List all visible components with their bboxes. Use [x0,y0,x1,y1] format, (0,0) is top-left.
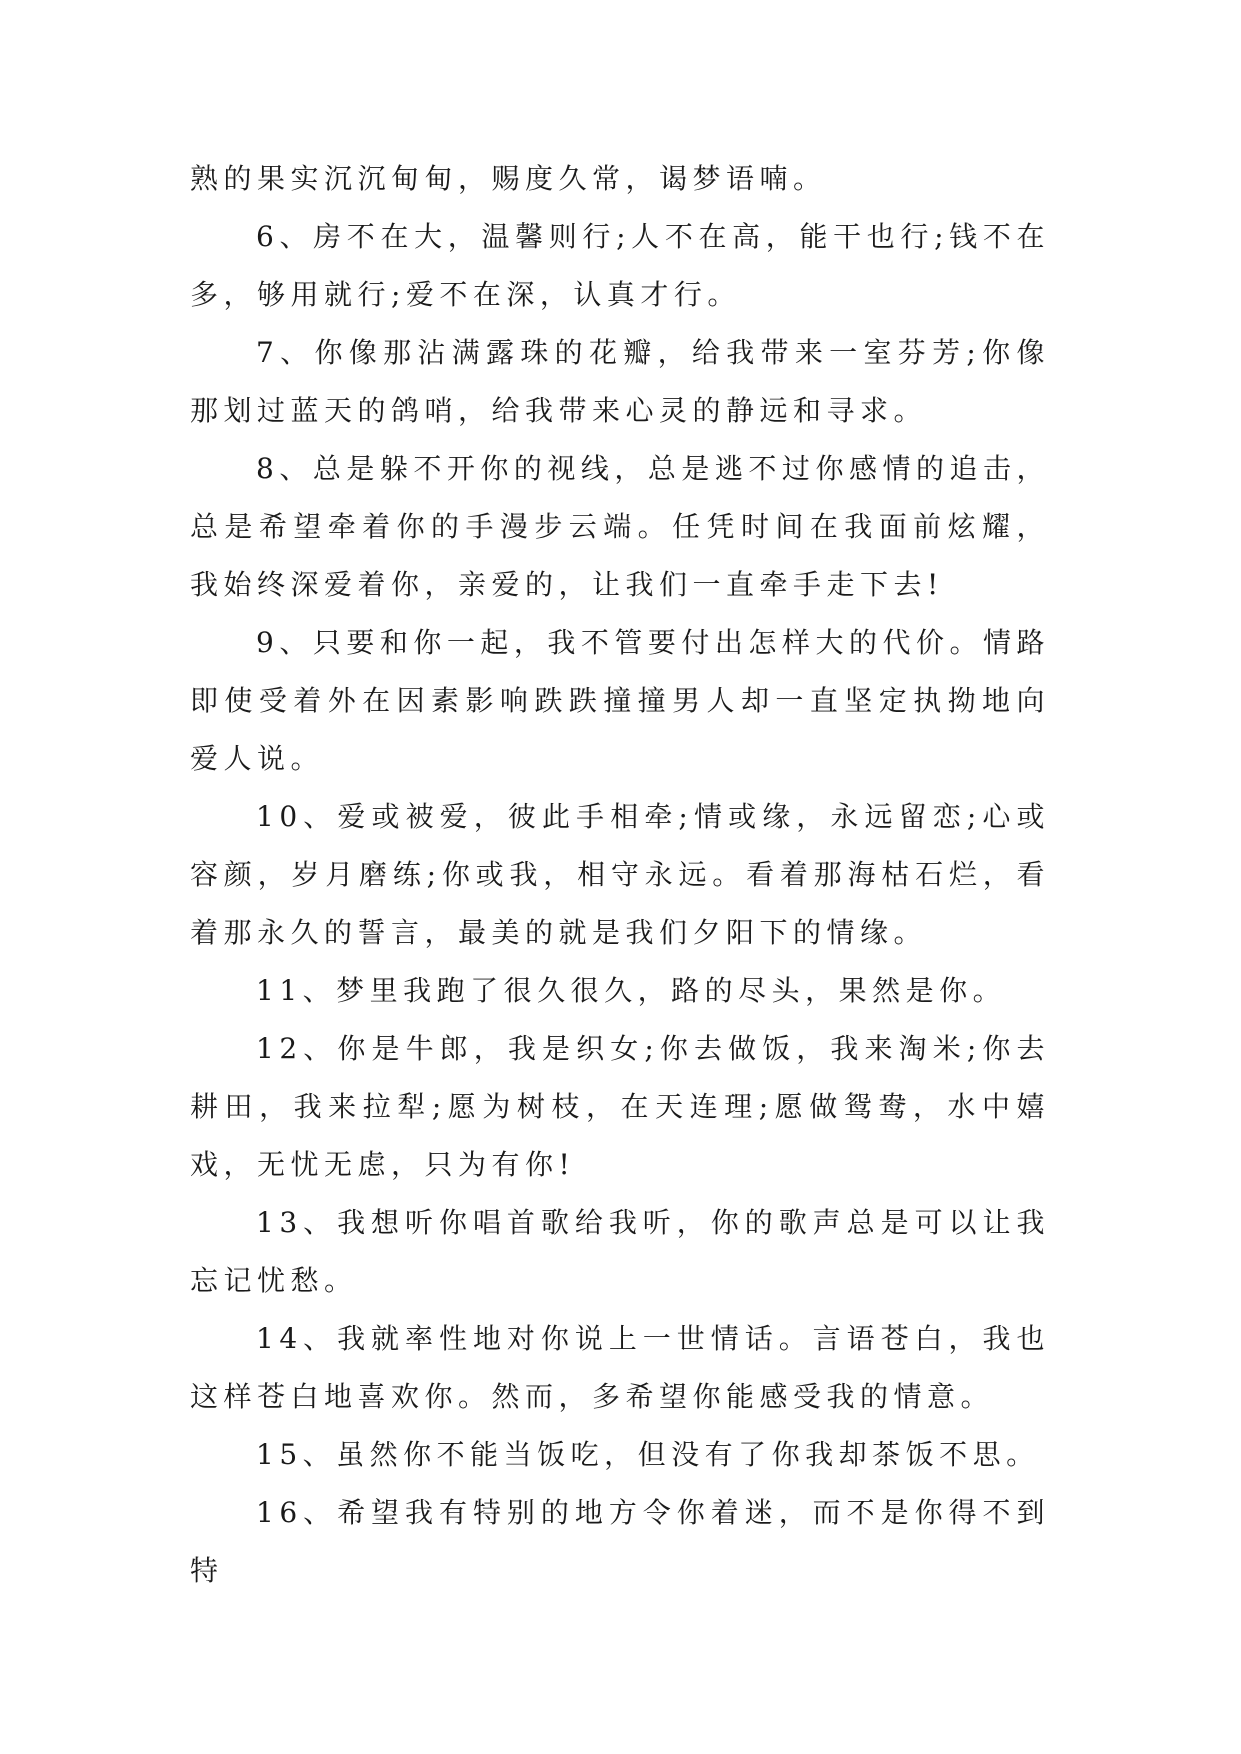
paragraph-item-13: 13、我想听你唱首歌给我听，你的歌声总是可以让我忘记忧愁。 [190,1206,1050,1297]
paragraph-item-7: 7、你像那沾满露珠的花瓣，给我带来一室芬芳;你像那划过蓝天的鸽哨，给我带来心灵的静远和寻求。 [190,336,1050,427]
paragraph-item-8: 8、总是躲不开你的视线，总是逃不过你感情的追击，总是希望牵着你的手漫步云端。任凭时间在我面前炫耀，我始终深爱着你，亲爱的，让我们一直牵手走下去! [190,452,1050,601]
paragraph-item-6: 6、房不在大，温馨则行;人不在高，能干也行;钱不在多，够用就行;爱不在深，认真才行。 [190,220,1050,311]
paragraph-continuation: 熟的果实沉沉甸甸，赐度久常，谒梦语喃。 [190,162,827,195]
paragraph-item-11: 11、梦里我跑了很久很久，路的尽头，果然是你。 [256,974,1007,1007]
paragraph-item-15: 15、虽然你不能当饭吃，但没有了你我却茶饭不思。 [256,1438,1040,1471]
paragraph-item-9: 9、只要和你一起，我不管要付出怎样大的代价。情路即使受着外在因素影响跌跌撞撞男人却一直坚定执拗地向爱人说。 [190,626,1050,775]
paragraph-item-14: 14、我就率性地对你说上一世情话。言语苍白，我也这样苍白地喜欢你。然而，多希望你能感受我的情意。 [190,1322,1050,1413]
paragraph-item-10: 10、爱或被爱，彼此手相牵;情或缘，永远留恋;心或容颜，岁月磨练;你或我，相守永远。看着那海枯石烂，看着那永久的誓言，最美的就是我们夕阳下的情缘。 [190,800,1050,949]
paragraph-item-16: 16、希望我有特别的地方令你着迷，而不是你得不到特 [190,1496,1050,1587]
document-body [190,150,1050,1600]
paragraph-item-12: 12、你是牛郎，我是织女;你去做饭，我来淘米;你去耕田，我来拉犁;愿为树枝，在天连理;愿做鸳鸯，水中嬉戏，无忧无虑，只为有你! [190,1032,1050,1181]
